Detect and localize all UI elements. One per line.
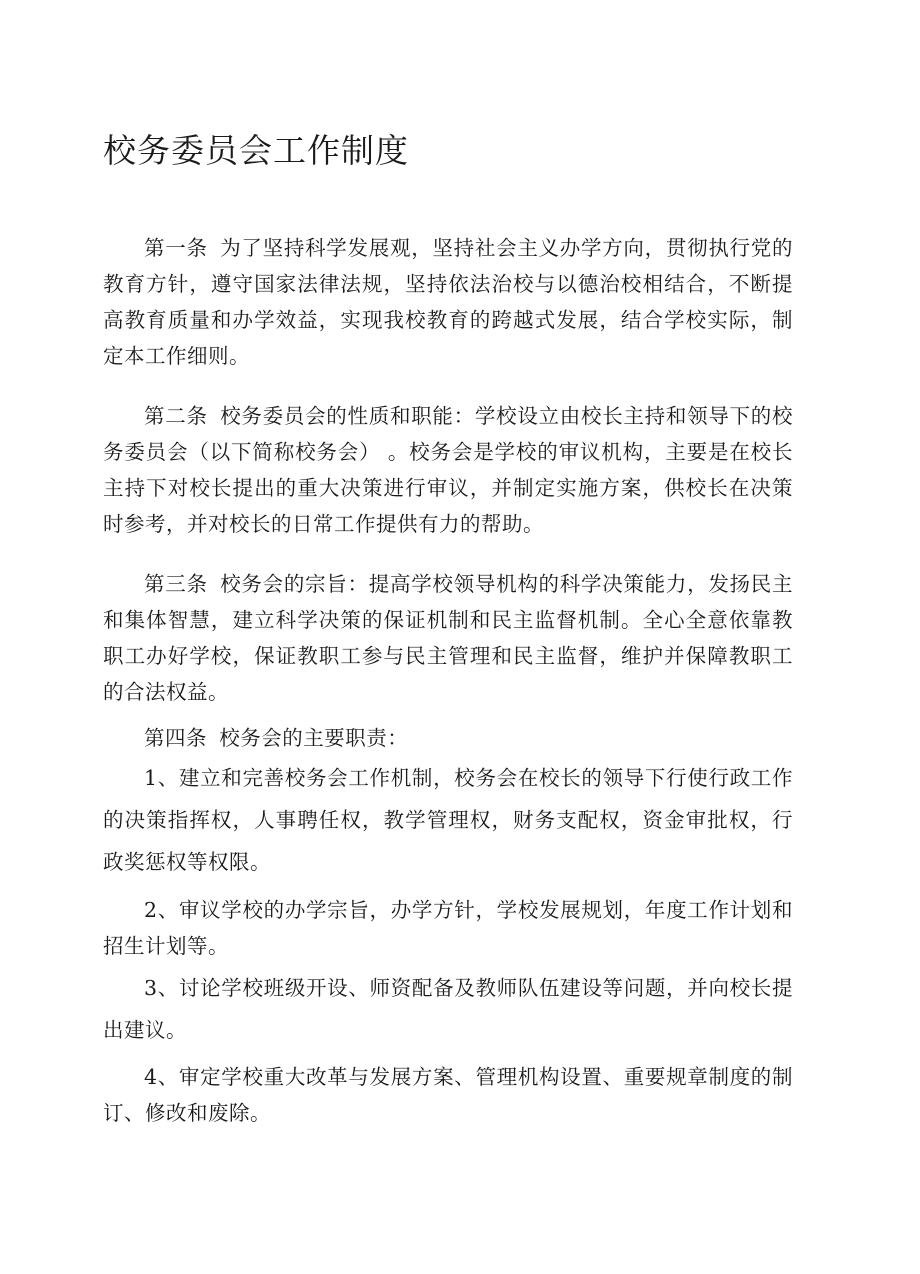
article-4-text: 校务会的主要职责：: [219, 726, 409, 750]
duty-item-3: 3、讨论学校班级开设、师资配备及教师队伍建设等问题，并向校长提出建议。: [103, 976, 793, 1042]
document-title: 校务委员会工作制度: [103, 131, 409, 170]
article-1-label: 第一条: [144, 236, 208, 260]
article-3-text: 校务会的宗旨：提高学校领导机构的科学决策能力，发扬民主和集体智慧，建立科学决策的保证机制和民主监督机制。全心全意依靠教职工办好学校，保证教职工参与民主管理和民主监督，维护并保障教职工的合法权益。: [103, 572, 793, 704]
duty-item-4: 4、审定学校重大改革与发展方案、管理机构设置、重要规章制度的制订、修改和废除。: [103, 1065, 793, 1125]
article-4-label: 第四条: [144, 726, 207, 750]
article-1: [103, 230, 793, 374]
duty-item-2: 2、审议学校的办学宗旨，办学方针，学校发展规划，年度工作计划和招生计划等。: [103, 898, 793, 958]
article-3-label: 第三条: [144, 572, 208, 596]
article-2-text: 校务委员会的性质和职能：学校设立由校长主持和领导下的校务委员会（以下简称校务会） 。校务会是学校的审议机构，主要是在校长主持下对校长提出的重大决策进行审议，并制定实施方案，供校长在决策时参考，并对校长的日常工作提供有力的帮助。: [103, 404, 793, 536]
article-3: [103, 566, 793, 710]
duty-item-1: 1、建立和完善校务会工作机制，校务会在校长的领导下行使行政工作的决策指挥权，人事聘任权，教学管理权，财务支配权，资金审批权，行政奖惩权等权限。: [103, 766, 793, 874]
article-2: [103, 398, 793, 542]
article-4: [103, 720, 793, 756]
article-2-label: 第二条: [144, 404, 208, 428]
article-1-text: 为了坚持科学发展观，坚持社会主义办学方向，贯彻执行党的教育方针，遵守国家法律法规，坚持依法治校与以德治校相结合，不断提高教育质量和办学效益，实现我校教育的跨越式发展，结合学校实际，制定本工作细则。: [103, 236, 793, 368]
